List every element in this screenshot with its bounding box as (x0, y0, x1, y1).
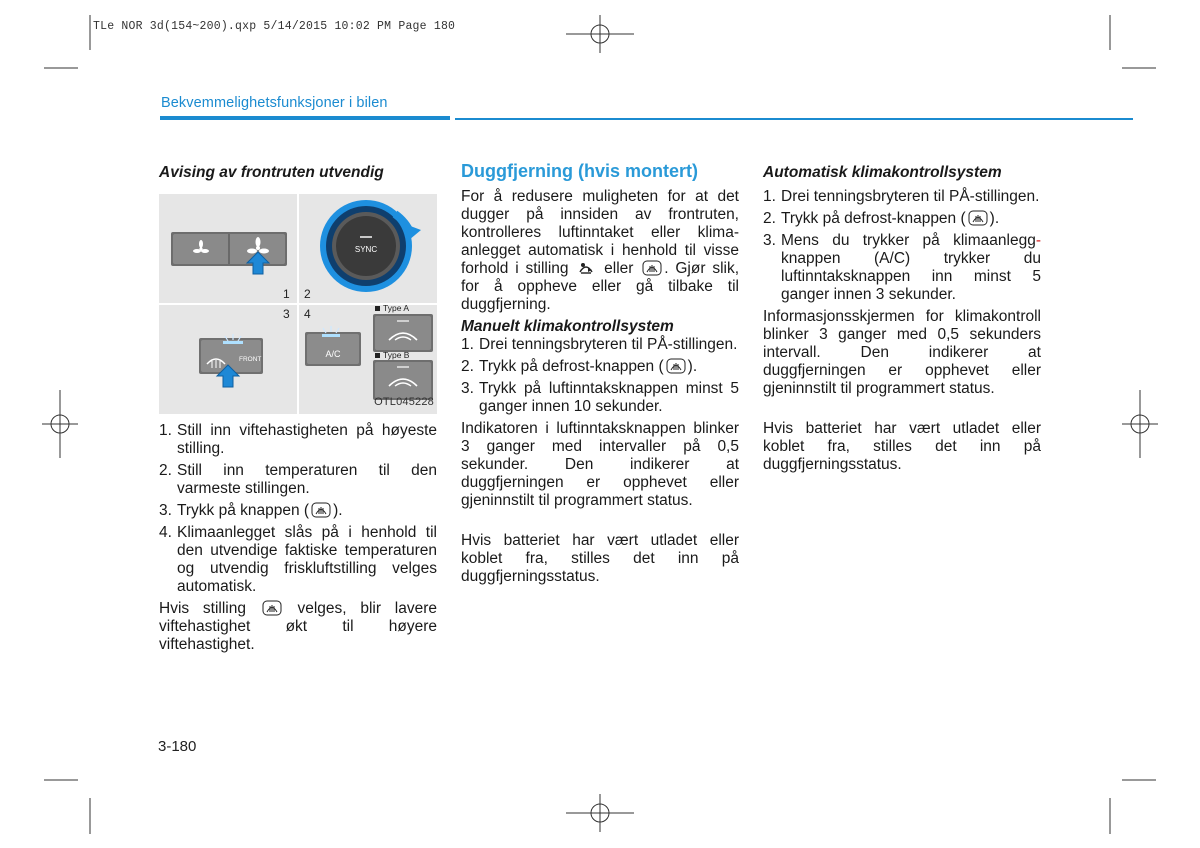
auto-battery-para: Hvis batteriet har vært utladet eller koblet fra, stilles det inn på duggfjerningsstatus. (763, 420, 1041, 473)
sync-label: SYNC (354, 245, 378, 254)
section-header: Bekvemmelighetsfunksjoner i bilen (161, 95, 388, 111)
list-item: 3. Trykk på luftinntaksknappen minst 5 ganger innen 10 sekunder. (461, 380, 739, 415)
list-item: 2. Trykk på defrost-knappen ( ). (763, 210, 1000, 227)
heading-defogging: Duggfjerning (hvis montert) (461, 161, 698, 181)
list-item: 1. Drei tenningsbryteren til PÅ-stillingen. (763, 188, 1040, 205)
figure-code: OTL045228 (374, 396, 434, 408)
list-item: 3. Trykk på knappen ( ). (159, 502, 343, 519)
type-a-label: Type A (383, 303, 409, 313)
manual-battery-para: Hvis batteriet har vært utladet eller koblet fra, stilles det inn på duggfjerningsstatus. (461, 532, 739, 585)
manual-climate-steps (461, 336, 739, 416)
recirc-button-type-a (373, 314, 433, 352)
heading-auto-climate: Automatisk klimakontrollsystem (763, 164, 1002, 181)
defrost-icon (666, 358, 686, 374)
fan-button-panel (171, 232, 287, 274)
type-b-label: Type B (383, 350, 410, 360)
defrost-icon (311, 502, 331, 518)
ac-button (305, 326, 361, 366)
header-rule-thin (455, 118, 1133, 120)
list-item: 1. Drei tenningsbryteren til PÅ-stillingen. (461, 336, 738, 353)
heading-exterior-defrost: Avising av frontruten utvendig (159, 164, 384, 181)
list-item: 2. Still inn temperaturen til den varmeste stillingen. (159, 462, 437, 497)
list-item: 1. Still inn viftehastigheten på høyeste stilling. (159, 422, 437, 457)
column-1 (159, 160, 437, 654)
exterior-defrost-steps (159, 422, 437, 596)
front-label: FRONT (239, 356, 262, 363)
defogging-intro: For å redusere muligheten for at det dugger på innsiden av frontruten, kontrolleres luftinntaket eller klima-anlegget automatisk i henhold til visse forhold i stilling eller . Gjør slik, for å oppheve eller gå tilbake til duggfjerning. (461, 188, 740, 313)
figure-illustration (159, 194, 437, 414)
auto-indicator-para: Informasjonsskjermen for klimakontroll blinker 3 ganger med 0,5 sekunders intervall. Den indikerer at duggfjerningen er opphevet eller gjeninnstilt til programmert status. (763, 308, 1041, 397)
panel-label-4: 4 (304, 307, 311, 321)
header-rule (160, 116, 450, 120)
panel-label-3: 3 (283, 307, 290, 321)
defrost-icon (262, 600, 282, 616)
ac-label: A/C (325, 349, 341, 359)
manual-indicator-para: Indikatoren i luftinntaksknappen blinker 3 ganger med intervaller på 0,5 sekunder. Den indikerer at duggfjerningen er opphevet eller gjeninnstilt til programmert status. (461, 420, 739, 509)
page-number: 3-180 (158, 738, 197, 755)
auto-climate-steps (763, 188, 1041, 304)
list-item: 3. Mens du trykker på klimaanlegg- knappen (A/C) trykker du luftinntaksknappen inn minst 5 ganger innen 3 sekunder. (763, 232, 1041, 303)
panel-label-2: 2 (304, 287, 311, 301)
heading-manual-climate: Manuelt klimakontrollsystem (461, 318, 674, 335)
defrost-note: Hvis stilling velges, blir lavere viftehastighet økt til høyere viftehastighet. (159, 600, 438, 653)
print-slug: TLe NOR 3d(154~200).qxp 5/14/2015 10:02 PM Page 180 (93, 20, 456, 33)
defrost-icon (968, 210, 988, 226)
mode-floor-defrost-icon (577, 260, 595, 276)
list-item: 4. Klimaanlegget slås på i henhold til den utvendige faktiske temperaturen og utvendig friskluftstilling velges automatisk. (159, 524, 437, 595)
list-item: 2. Trykk på defrost-knappen ( ). (461, 358, 698, 375)
defrost-icon (642, 260, 662, 276)
column-2 (461, 160, 739, 586)
column-3 (763, 160, 1041, 474)
panel-label-1: 1 (283, 287, 290, 301)
figure-climate-controls (159, 194, 437, 414)
